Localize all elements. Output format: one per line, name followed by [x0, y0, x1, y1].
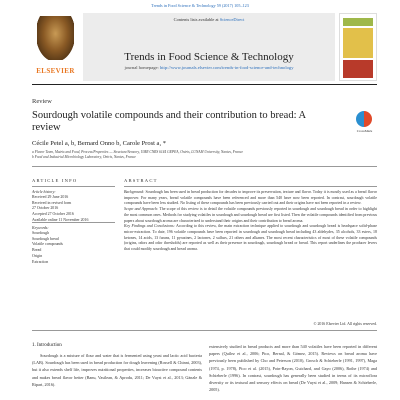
keywords-divider	[32, 222, 115, 223]
abstract-divider	[124, 186, 377, 187]
homepage-link[interactable]: http://www.journals.elsevier.com/trends-in-food-science-and-technology	[159, 65, 294, 70]
keywords-heading: Keywords:	[32, 226, 49, 230]
history-item: Received 29 June 2016	[32, 195, 69, 199]
cover-band-top	[343, 18, 373, 26]
journal-header-band	[83, 13, 335, 81]
keyword-item: Sourdough	[32, 231, 50, 235]
keyword-item: Sourdough bread	[32, 236, 59, 241]
crossmark-icon	[356, 111, 372, 127]
findings-label: Key Findings and Conclusions:	[124, 223, 175, 229]
abstract-text	[124, 189, 377, 252]
publisher-name: ELSEVIER	[36, 67, 75, 75]
elsevier-tree-icon	[37, 16, 74, 60]
article-type: Review	[32, 98, 52, 105]
affiliation-divider	[32, 166, 377, 167]
journal-cover-thumbnail[interactable]	[339, 13, 377, 81]
keyword-list	[32, 231, 63, 265]
article-info-divider	[32, 186, 115, 187]
elsevier-logo[interactable]	[32, 13, 79, 81]
affiliation-a: a Flavor Team, Matrix and Food, Process/Properties — Structure/Sensory, UMR CNRS 6144 GEPEA, Oniris, LUNAM University, Nantes, France	[32, 150, 244, 154]
keyword-item: Extraction	[32, 259, 49, 264]
cover-band-bottom	[343, 60, 373, 78]
history-heading: Article history:	[32, 190, 56, 194]
journal-title: Trends in Food Science & Technology	[124, 51, 294, 63]
body-column-left: Sourdough is a mixture of flour and water that is fermented using yeast and lactic acid bacteria (LAB). Sourdough has been used in bread production for dough leavening (Rossell & Chinni, 2003), but it also extends shelf life, improves nutritional properties, increases bioactive compound contents and makes bread flavor better (Banu, Vasilean, & Aprodu, 2011; De Vuyst et al., 2013; Gänzle & Ripari, 2016).	[32, 353, 202, 387]
body-column-right: extensively studied in bread products and more than 540 volatiles have been reported in different papers (Quílez et al., 2006; Pico, Bernal, & Gómez, 2015). Reviews on bread aroma have previously been published by Cho and Peterson (2010), Grosch & Schieberle (1991, 1997), Maga (1974, p. 1978), Pico et al. (2015), Poin-Rayon, Guichard, and Gayo (2006), Rothe (1974) and Schieberle (1996). In contrast, sourdough has generally been studied in terms of its microflora diversity or its textural and sensory effects on bread (De Vuyst et al., 2009; Hansen & Schieberle, 2005).	[209, 344, 377, 393]
keyword-item: Bread	[32, 248, 42, 253]
copyright-notice: © 2016 Elsevier Ltd. All rights reserved.	[313, 322, 377, 326]
article-title: Sourdough volatile compounds and their contribution to bread: A review	[32, 110, 306, 133]
header-divider	[32, 84, 377, 85]
history-item: Available online 11 November 2016	[32, 217, 89, 222]
scope-label: Scope and Approach:	[124, 206, 159, 212]
history-item: 27 October 2016	[32, 206, 59, 211]
history-list	[32, 195, 88, 224]
abstract-findings	[124, 223, 377, 252]
history-item: Accepted 27 October 2016	[32, 212, 74, 217]
keyword-item: Volatile compounds	[32, 242, 63, 247]
abstract-bottom-divider	[32, 330, 377, 331]
abstract-scope	[124, 206, 377, 223]
section-heading-introduction: 1. Introduction	[32, 343, 62, 348]
cover-image	[343, 28, 373, 58]
contents-line	[83, 17, 335, 22]
crossmark-button[interactable]	[352, 111, 377, 136]
journal-homepage	[83, 65, 335, 70]
affiliation-b: b Food and Industrial Microbiology Laboratory, Oniris, Nantes, France	[32, 155, 136, 159]
history-item: Received in revised form	[32, 200, 72, 205]
findings-text: According to this review, the main extraction technique applied to sourdough and sourdough bread is headspace solid-phase micro-extraction. To date, 196 volatile compounds have been reported in sourdough and sourdough bread including 43 aldehydes, 35 alcohols, 33 esters, 18 ketones, 14 acids, 13 furans, 11 pyrazines, 2 lactones, 2 sulfurs, 21 others and alkanes. The most recent characteristics of most of these volatile compounds (origins, odors and odor thresholds) are reported as well as their presence in sourdough, sourdough bread or bread. This report underlines the producer levers that could modify sourdough and bread aroma.	[124, 223, 377, 252]
journal-reference[interactable]: Trends in Food Science & Technology 59 (2017) 105–123	[151, 3, 249, 8]
keyword-item: Origin	[32, 253, 43, 258]
sciencedirect-link[interactable]: ScienceDirect	[219, 17, 245, 22]
crossmark-label: CrossMark	[356, 129, 373, 133]
article-info-heading: ARTICLE INFO	[32, 178, 78, 183]
abstract-background	[124, 189, 377, 206]
background-text: Sourdough has been used in bread production for decades to improve its preservation, texture and flavor. Today it is mostly used as a bread flavor improver. For many years, bread volatile compounds have been referenced and more than 540 have now been reported. In contrast, sourdough volatile compounds have been less studied. No listing of these compounds has been previously carried out and their origins have not been reported in a review.	[124, 189, 377, 206]
contents-prefix: Contents lists available at	[173, 17, 220, 22]
author-list[interactable]: Cécile Petel a, b, Bernard Onno b, Carole Prost a, *	[32, 140, 166, 147]
homepage-label: journal homepage:	[124, 65, 160, 70]
scope-text: The scope of this review is to detail the volatile compounds previously reported in sourdough and sourdough bread in order to highlight the most common ones. Methods for studying volatiles in sourdough and sourdough bread are first listed. Then the volatile compounds identified from previous papers about sourdough aroma are characterized to understand their origins and their contribution to bread aroma.	[124, 206, 377, 223]
background-label: Background:	[124, 189, 145, 194]
abstract-heading: ABSTRACT	[124, 178, 158, 183]
